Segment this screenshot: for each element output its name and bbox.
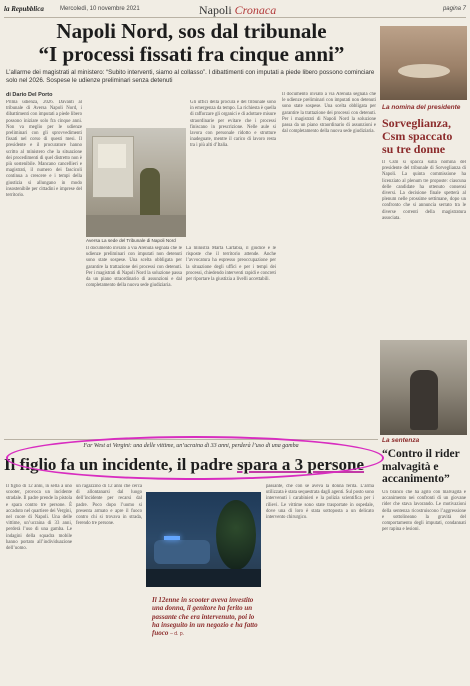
sidebar1-tag: La nomina del presidente [382,104,461,111]
article2-kicker: Far West ai Vergini: una delle vittime, un’ucraina di 33 anni, perderà l’uso di una gamba [83,443,299,449]
sidebar2-body: Un branco che ha agito con malvagità e accanimento nei confronti di un giovane rider che stava lavorando. Le motivazioni della sentenza ricostruiscono l’aggressione e sottolineano la gravità del comportamento degli imputati, condannati per rapina e lesioni. [382,490,466,533]
section-title: Napoli Cronaca [199,3,277,17]
article2-column-3: passante, che con sé aveva la donna ferita. L’arma utilizzata è stata sequestrata dagli agenti. Sul posto sono intervenuti i carabinieri e la polizia scientifica per i rilievi. Le vittime sono state trasportate in ospedale, dove una di loro è stata sottoposta a un delicato intervento chirurgico. [266,484,374,521]
article2-headline: Il figlio fa un incidente, il padre spara a 3 persone [4,455,365,474]
article2-pullquote: Il 12enne in scooter aveva investito una donna, il genitore ha ferito un passante che era intervenuto, poi lo ha inseguito in un negozio e ha fatto fuoco – d. p. [152,596,258,638]
page-number: pagina 7 [442,6,466,12]
sidebar2-headline: “Contro il rider malvagità e accanimento” [382,448,460,485]
article1-standfirst: L’allarme dei magistrati al ministero: “Subito interventi, siamo al collasso”. I dibattimenti con imputati a piede libero possono cominciare solo nel 2026. Sospese le udienze preliminari senza detenuti [6,69,375,84]
tribunal-photo [86,128,186,237]
pink-highlight-circle [6,436,384,480]
highlighted-text: spara a 3 persone [237,455,365,474]
section-subtitle: Cronaca [234,3,277,17]
article1-column-5: Il documento inviato a via Arenula segnala che le udienze preliminari con imputati non detenuti sono state sospese. Una scelta obbligata per garantire la trattazione dei processi con detenuti. Per i magistrati di Napoli Nord la soluzione passa da un piano straordinario di assunzioni e dal completamento della nuova sede giudiziaria. [282,92,376,135]
article1-column-1: Prima udienza, 2026. Davanti al tribunale di Aversa Napoli Nord, i dibattimenti con imputati a piede libero possono iniziare solo fra cinque anni. Non va meglio per le udienze preliminari con gli sprovvedimenti fissati nel corso di questi mesi. Il presidente e il procuratore hanno scritto al ministero che la situazione dei procedimenti di quel distretto non è più sostenibile. Mancano cancellieri e magistrati, il numero dei fascicoli continua a crescere e i tempi della giustizia si allungano in modo insostenibile per cittadini e imprese del territorio. [6,100,82,199]
article2-column-1: Il figlio di 12 anni, in sella a uno scooter, provoca un incidente stradale. Il padre prende la pistola e spara contro tre persone. È accaduto nel quartiere dei Vergini, nel cuore di Napoli. Una delle vittime, un’ucraina di 33 anni, perderà l’uso di una gamba. Le indagini della squadra mobile hanno portato all’individuazione dell’uomo. [6,484,72,552]
masthead-logo: la Repubblica [4,5,44,13]
page-header [4,3,466,17]
courtroom-photo [380,26,467,100]
article1-column-4: La ministra Marta Cartabia, il giudice e le risposte che il territorio attende. Anche l’avvocatura ha espresso preoccupazione per la situazione degli uffici e per i tempi dei processi, chiedendo interventi rapidi e concreti per riportare la giustizia a livelli accettabili. [186,246,276,283]
sidebar2-tag: La sentenza [382,437,420,444]
sidebar1-headline: Sorveglianza, Csm spaccato su tre donne [382,116,453,156]
article1-column-2: Gli uffici della procura e del tribunale sono in emergenza da tempo. La richiesta è quella di rafforzare gli organici e di adottare misure straordinarie per evitare che i processi finiscano in prescrizione. Nelle aule si lavora con personale ridotto e strutture inadeguate, mentre il carico di lavoro resta tra i più alti d’Italia. [190,100,276,149]
header-rule [4,17,466,18]
issue-date: Mercoledì, 10 novembre 2021 [60,6,140,12]
sidebar1-body: Il Csm si spacca sulla nomina del presidente del tribunale di Sorveglianza di Napoli. La quinta commissione ha licenziato al plenum tre proposte: ciascuna delle candidate ha ottenuto consensi diversi. La decisione finale spetterà al plenum nelle prossime settimane, dopo un confronto che si annuncia serrato tra le diverse correnti della magistratura associata. [382,160,466,221]
police-car-photo [146,492,261,587]
article1-byline: di Dario Del Porto [6,92,53,98]
article1-column-3: Il documento inviato a via Arenula segnala che le udienze preliminari con imputati non detenuti sono state sospese. Una scelta obbligata per garantire la trattazione dei processi con detenuti. Per i magistrati di Napoli Nord la soluzione passa da un piano straordinario di assunzioni e dal completamento della nuova sede giudiziaria. [86,246,182,289]
rider-photo [380,340,467,435]
article1-headline: Napoli Nord, sos dal tribunale “I processi fissati fra cinque anni” [38,19,345,66]
tribunal-photo-caption: Aversa La sede del Tribunale di Napoli Nord [86,238,176,243]
article2-column-2: un ragazzino di 12 anni che cerca di allontanarsi dal luogo dell’incidente per recarsi dal padre. Poco dopo l’uomo si presenta armato e apre il fuoco contro chi si trovava in strada, ferendo tre persone. [76,484,142,527]
